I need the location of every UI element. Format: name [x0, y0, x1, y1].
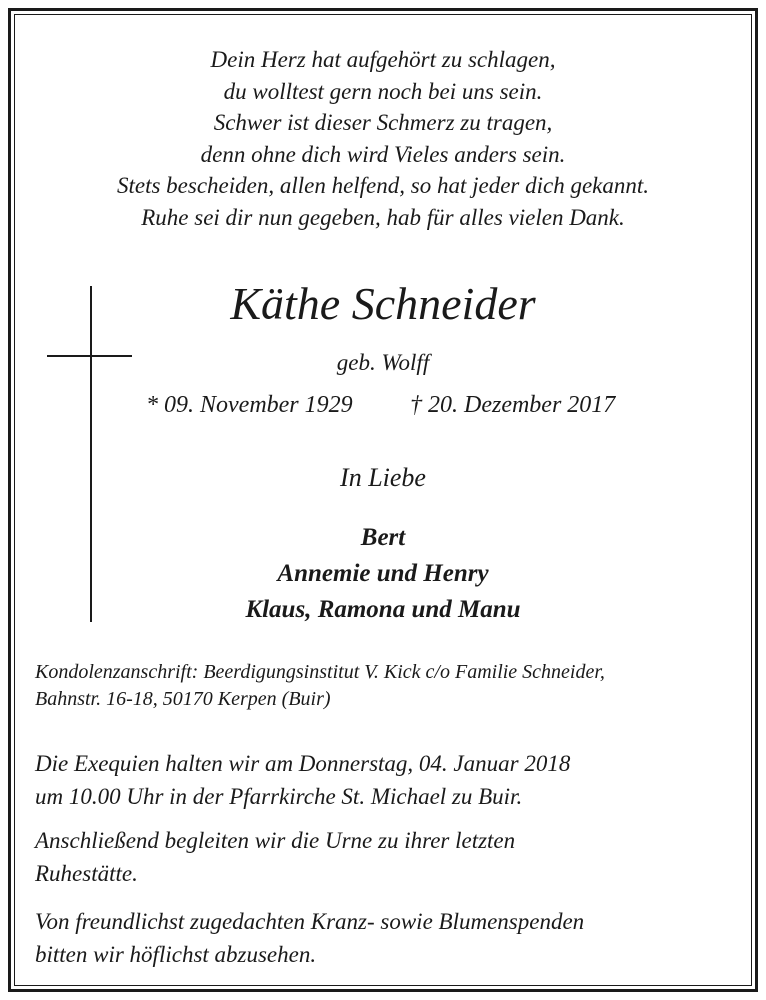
mourner-name: Bert	[360, 524, 406, 551]
urn-line: Ruhestätte.	[35, 861, 138, 886]
exequies-line: Die Exequien halten wir am Donnerstag, 04. Januar 2018	[35, 751, 571, 776]
maiden-name: geb. Wolff	[336, 350, 430, 375]
poem	[14, 44, 752, 233]
poem-line: Ruhe sei dir nun gegeben, hab für alles vielen Dank.	[141, 204, 625, 230]
mourners-list	[14, 520, 752, 628]
mourners-intro: In Liebe	[340, 463, 426, 492]
urn-line: Anschließend begleiten wir die Urne zu ihrer letzten	[35, 828, 516, 853]
poem-line: du wolltest gern noch bei uns sein.	[223, 78, 543, 104]
deceased-name: Käthe Schneider	[230, 278, 536, 329]
death-date: † 20. Dezember 2017	[410, 392, 616, 418]
poem-line: Stets bescheiden, allen helfend, so hat jeder dich gekannt.	[116, 173, 650, 198]
condolence-line: Kondolenzanschrift: Beerdigungsinstitut V. Kick c/o Familie Schneider,	[35, 661, 605, 683]
flowers-line: Von freundlichst zugedachten Kranz- sowie Blumenspenden	[35, 909, 585, 934]
mourner-name: Klaus, Ramona und Manu	[245, 596, 521, 623]
urn-notice	[35, 824, 735, 890]
condolence-address	[35, 659, 735, 713]
condolence-line: Bahnstr. 16-18, 50170 Kerpen (Buir)	[35, 688, 331, 710]
flowers-notice	[35, 905, 735, 971]
poem-line: Schwer ist dieser Schmerz zu tragen,	[213, 110, 553, 135]
exequies-notice	[35, 747, 735, 813]
exequies-line: um 10.00 Uhr in der Pfarrkirche St. Michael zu Buir.	[35, 784, 523, 809]
birth-date: * 09. November 1929	[146, 392, 353, 418]
flowers-line: bitten wir höflichst abzusehen.	[35, 942, 317, 967]
mourner-name: Annemie und Henry	[277, 560, 489, 587]
poem-line: Dein Herz hat aufgehört zu schlagen,	[210, 47, 556, 72]
poem-line: denn ohne dich wird Vieles anders sein.	[200, 141, 566, 167]
